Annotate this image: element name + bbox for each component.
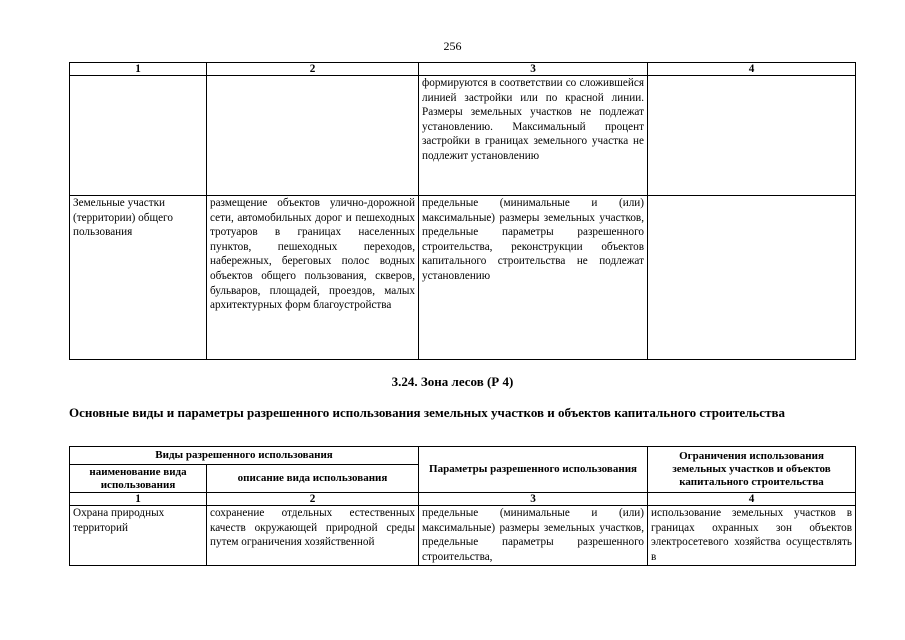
page-number: 256 bbox=[443, 39, 462, 53]
table-cell: формируются в соответствии со сложившейся линией застройки или по красной линии. Размеры земельных участков не подлежат установлению. Максимальный процент застройки в границах земельного участка не подлежит установлению bbox=[419, 76, 648, 196]
land-use-table-continued bbox=[69, 62, 856, 360]
column-number: 1 bbox=[70, 493, 207, 506]
section-title: 3.24. Зона лесов (Р 4) bbox=[391, 374, 514, 389]
column-number: 3 bbox=[419, 63, 648, 76]
header-parameters: Параметры разрешенного использования bbox=[419, 447, 648, 493]
use-parameters: предельные (минимальные и (или) максимальные) размеры земельных участков, предельные параметры разрешенного строительства, реконструкции объектов капитального строительства не подлежат установлению bbox=[419, 196, 648, 360]
table-row bbox=[70, 196, 856, 360]
use-type-description: сохранение отдельных естественных качеств окружающей природной среды путем ограничения хозяйственной bbox=[207, 506, 419, 566]
column-number: 4 bbox=[648, 63, 856, 76]
header-use-types: Виды разрешенного использования bbox=[70, 447, 419, 465]
table-cell bbox=[648, 76, 856, 196]
header-limitations: Ограничения использования земельных участков и объектов капитального строительства bbox=[648, 447, 856, 493]
column-number-row bbox=[70, 63, 856, 76]
use-parameters: предельные (минимальные и (или) максимальные) размеры земельных участков, предельные параметры разрешенного строительства, bbox=[419, 506, 648, 566]
subsection-title: Основные виды и параметры разрешенного использования земельных участков и объектов капитального строительства bbox=[69, 405, 785, 420]
use-type-name: Охрана природных территорий bbox=[70, 506, 207, 566]
header-use-description: описание вида использования bbox=[207, 465, 419, 493]
column-number: 4 bbox=[648, 493, 856, 506]
use-type-name: Земельные участки (территории) общего пользования bbox=[70, 196, 207, 360]
column-number: 2 bbox=[207, 63, 419, 76]
table-cell bbox=[70, 76, 207, 196]
use-limitations: использование земельных участков в границах охранных зон объектов электросетевого хозяйства осуществлять в bbox=[648, 506, 856, 566]
header-use-name: наименование вида использования bbox=[70, 465, 207, 493]
column-number-row bbox=[70, 493, 856, 506]
column-number: 2 bbox=[207, 493, 419, 506]
table-row bbox=[70, 506, 856, 566]
table-cell bbox=[207, 76, 419, 196]
header-row bbox=[70, 447, 856, 465]
column-number: 1 bbox=[70, 63, 207, 76]
column-number: 3 bbox=[419, 493, 648, 506]
use-limitations bbox=[648, 196, 856, 360]
table-row bbox=[70, 76, 856, 196]
use-type-description: размещение объектов улично-дорожной сети, автомобильных дорог и пешеходных тротуаров в границах населенных пунктов, пешеходных переходов, набережных, береговых полос водных объектов общего пользования, скверов, бульваров, площадей, проездов, малых архитектурных форм благоустройства bbox=[207, 196, 419, 360]
forest-zone-table bbox=[69, 446, 856, 566]
